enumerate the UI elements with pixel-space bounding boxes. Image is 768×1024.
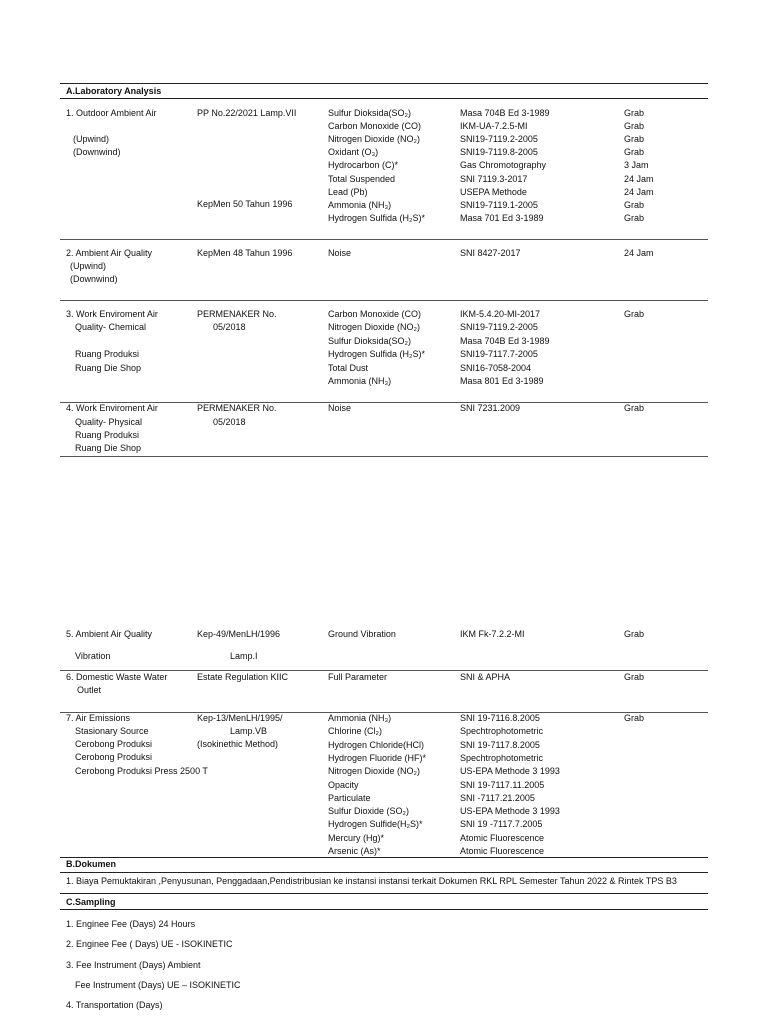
row7-location-3: Cerobong Produksi Press 2500 T bbox=[75, 766, 208, 776]
parameter-cell: Nitrogen Dioxide (NO₂) bbox=[328, 322, 421, 333]
method-cell: SNI19-7119.2-2005 bbox=[460, 322, 538, 333]
row5-regulation: Kep-49/MenLH/1996 bbox=[197, 629, 281, 639]
method-cell: SNI 7119.3-2017 bbox=[460, 173, 528, 184]
rule-top bbox=[60, 83, 708, 84]
row3-regulation-2: 05/2018 bbox=[213, 322, 246, 332]
rule-row-1 bbox=[60, 239, 708, 240]
method-cell: SNI19-7119.2-2005 bbox=[460, 134, 538, 145]
rule-section-b bbox=[60, 872, 708, 873]
row4-location-1: Ruang Produksi bbox=[75, 430, 140, 440]
row4-title: 4. Work Enviroment Air bbox=[66, 403, 158, 413]
section-b-heading: B.Dokumen bbox=[66, 859, 117, 869]
row2-title: 2. Ambient Air Quality bbox=[66, 248, 153, 258]
method-cell: US-EPA Methode 3 1993 bbox=[460, 806, 560, 817]
rule-row-7 bbox=[60, 857, 708, 858]
parameter-cell: Chlorine (Cl₂) bbox=[328, 726, 383, 737]
parameter-cell: Sulfur Dioxide (SO₂) bbox=[328, 806, 410, 817]
parameter-cell: Nitrogen Dioxide (NO₂) bbox=[328, 766, 421, 777]
parameter-cell: Carbon Monoxide (CO) bbox=[328, 309, 422, 319]
dokumen-item: 1. Biaya Pemuktakiran ,Penyusunan, Penggadaan,Pendistribusian ke instansi instansi terkait Dokumen RKL RPL Semester Tahun 2022 & Rintek TPS B3 bbox=[66, 876, 677, 886]
sampling-type-cell: Grab bbox=[624, 121, 645, 132]
section-c-heading: C.Sampling bbox=[66, 897, 116, 907]
parameter-cell: Hydrogen Sulfida (H₂S)* bbox=[328, 349, 426, 360]
row5-sampling-type: Grab bbox=[624, 629, 645, 639]
parameter-cell: Carbon Monoxide (CO) bbox=[328, 121, 422, 132]
row5-parameter: Ground Vibration bbox=[328, 629, 396, 639]
row7-subtitle: Stasionary Source bbox=[75, 726, 149, 736]
method-cell: SNI19-7117.7-2005 bbox=[460, 349, 538, 360]
method-cell: Masa 704B Ed 3-1989 bbox=[460, 108, 550, 118]
row7-location-1: Cerobong Produksi bbox=[75, 739, 153, 749]
row6-method: SNI & APHA bbox=[460, 672, 511, 682]
parameter-cell: Hydrogen Chloride(HCl) bbox=[328, 739, 425, 750]
row1-upwind: (Upwind) bbox=[73, 134, 110, 144]
row6-subtitle: Outlet bbox=[77, 685, 102, 695]
parameter-cell: Sulfur Dioksida(SO₂) bbox=[328, 335, 412, 346]
parameter-cell: Ammonia (NH₃) bbox=[328, 199, 392, 210]
sampling-type-cell: Grab bbox=[624, 212, 645, 223]
method-cell: Spechtrophotometric bbox=[460, 726, 544, 737]
row1-regulation-2: KepMen 50 Tahun 1996 bbox=[197, 199, 293, 209]
method-cell: IKM-UA-7.2.5-MI bbox=[460, 121, 528, 132]
method-cell: Atomic Fluorescence bbox=[460, 846, 545, 856]
method-cell: Masa 801 Ed 3-1989 bbox=[460, 376, 544, 386]
parameter-cell: Ammonia (NH₃) bbox=[328, 713, 392, 723]
row3-location-1: Ruang Produksi bbox=[75, 349, 140, 359]
method-cell: SNI 19-7117.8.2005 bbox=[460, 739, 540, 750]
method-cell: SNI 19-7116.8.2005 bbox=[460, 713, 540, 723]
parameter-cell: Total Suspended bbox=[328, 173, 396, 184]
row5-subtitle: Vibration bbox=[75, 651, 111, 661]
row7-location-2: Cerobong Produksi bbox=[75, 752, 153, 762]
row7-regulation: Kep-13/MenLH/1995/ bbox=[197, 713, 283, 723]
parameter-cell: Lead (Pb) bbox=[328, 186, 368, 197]
row3-regulation: PERMENAKER No. bbox=[197, 309, 277, 319]
method-cell: SNI 19 -7117.7.2005 bbox=[460, 819, 543, 830]
method-cell: SNI19-7119.1-2005 bbox=[460, 199, 538, 210]
row4-parameter: Noise bbox=[328, 403, 352, 413]
rule-row-4 bbox=[60, 456, 708, 457]
row4-regulation-2: 05/2018 bbox=[213, 417, 246, 427]
parameter-cell: Opacity bbox=[328, 779, 359, 790]
row7-regulation-3: (Isokinethic Method) bbox=[197, 739, 279, 749]
sampling-type-cell: 3 Jam bbox=[624, 160, 649, 171]
row7-sampling-type: Grab bbox=[624, 713, 645, 723]
parameter-cell: Ammonia (NH₃) bbox=[328, 376, 392, 386]
rule-row-2 bbox=[60, 300, 708, 301]
row1-title: 1. Outdoor Ambient Air bbox=[66, 108, 157, 118]
rule-section-c bbox=[60, 909, 708, 910]
method-cell: US-EPA Methode 3 1993 bbox=[460, 766, 560, 777]
row5-method: IKM Fk-7.2.2-MI bbox=[460, 629, 525, 639]
sampling-type-cell: 24 Jam bbox=[624, 173, 654, 184]
sampling-type-cell: Grab bbox=[624, 199, 645, 210]
row7-title: 7. Air Emissions bbox=[66, 713, 131, 723]
row2-downwind: (Downwind) bbox=[70, 274, 118, 284]
parameter-cell: Particulate bbox=[328, 792, 371, 803]
method-cell: USEPA Methode bbox=[460, 186, 527, 197]
section-a-heading: A.Laboratory Analysis bbox=[66, 86, 162, 96]
method-cell: SNI19-7119.8-2005 bbox=[460, 147, 538, 158]
sampling-type-cell: Grab bbox=[624, 134, 645, 145]
row3-sampling-type: Grab bbox=[624, 309, 645, 319]
row3-location-2: Ruang Die Shop bbox=[75, 363, 142, 373]
method-cell: SNI16-7058-2004 bbox=[460, 362, 532, 373]
row5-regulation-2: Lamp.I bbox=[230, 651, 258, 661]
sampling-item: 2. Enginee Fee ( Days) UE - ISOKINETIC bbox=[66, 939, 233, 949]
row3-subtitle: Quality- Chemical bbox=[75, 322, 147, 332]
row2-sampling-type: 24 Jam bbox=[624, 248, 654, 258]
row5-title: 5. Ambient Air Quality bbox=[66, 629, 153, 639]
parameter-cell: Hydrogen Fluoride (HF)* bbox=[328, 752, 427, 763]
row1-regulation: PP No.22/2021 Lamp.VII bbox=[197, 108, 297, 118]
row2-upwind: (Upwind) bbox=[70, 261, 107, 271]
row4-sampling-type: Grab bbox=[624, 403, 645, 413]
parameter-cell: Oxidant (O₃) bbox=[328, 147, 379, 158]
row4-subtitle: Quality- Physical bbox=[75, 417, 143, 427]
method-cell: IKM-5.4.20-MI-2017 bbox=[460, 309, 541, 319]
rule-dokumen bbox=[60, 893, 708, 894]
sampling-type-cell: 24 Jam bbox=[624, 186, 654, 197]
row4-location-2: Ruang Die Shop bbox=[75, 443, 142, 453]
method-cell: Masa 701 Ed 3-1989 bbox=[460, 212, 544, 223]
row4-regulation: PERMENAKER No. bbox=[197, 403, 277, 413]
parameter-cell: Hydrogen Sulfida (H₂S)* bbox=[328, 212, 426, 223]
sampling-item: 1. Enginee Fee (Days) 24 Hours bbox=[66, 919, 196, 929]
row4-method: SNI 7231.2009 bbox=[460, 403, 521, 413]
rule-section-a bbox=[60, 98, 708, 99]
sampling-item: Fee Instrument (Days) UE – ISOKINETIC bbox=[75, 980, 241, 990]
row3-title: 3. Work Enviroment Air bbox=[66, 309, 158, 319]
row6-parameter: Full Parameter bbox=[328, 672, 388, 682]
parameter-cell: Arsenic (As)* bbox=[328, 846, 381, 856]
parameter-cell: Hydrogen Sulfide(H₂S)* bbox=[328, 819, 423, 830]
row2-method: SNI 8427-2017 bbox=[460, 248, 521, 258]
method-cell: Gas Chromotography bbox=[460, 160, 547, 171]
row2-regulation: KepMen 48 Tahun 1996 bbox=[197, 248, 293, 258]
sampling-type-cell: Grab bbox=[624, 147, 645, 158]
method-cell: Masa 704B Ed 3-1989 bbox=[460, 335, 550, 346]
parameter-cell: Hydrocarbon (C)* bbox=[328, 160, 399, 171]
parameter-cell: Nitrogen Dioxide (NO₂) bbox=[328, 134, 421, 145]
row6-regulation: Estate Regulation KIIC bbox=[197, 672, 289, 682]
parameter-cell: Mercury (Hg)* bbox=[328, 832, 385, 843]
row1-downwind: (Downwind) bbox=[73, 147, 121, 157]
row2-parameter: Noise bbox=[328, 248, 352, 258]
row6-sampling-type: Grab bbox=[624, 672, 645, 682]
rule-row-5 bbox=[60, 670, 708, 671]
method-cell: Atomic Fluorescence bbox=[460, 832, 545, 843]
sampling-type-cell: Grab bbox=[624, 108, 645, 118]
method-cell: SNI 19-7117.11.2005 bbox=[460, 779, 545, 790]
row7-regulation-2: Lamp.VB bbox=[230, 726, 268, 736]
method-cell: Spechtrophotometric bbox=[460, 752, 544, 763]
sampling-item: 3. Fee Instrument (Days) Ambient bbox=[66, 960, 201, 970]
row6-title: 6. Domestic Waste Water bbox=[66, 672, 168, 682]
method-cell: SNI -7117.21.2005 bbox=[460, 792, 535, 803]
parameter-cell: Sulfur Dioksida(SO₂) bbox=[328, 108, 412, 118]
parameter-cell: Total Dust bbox=[328, 362, 369, 373]
sampling-item: 4. Transportation (Days) bbox=[66, 1000, 163, 1010]
